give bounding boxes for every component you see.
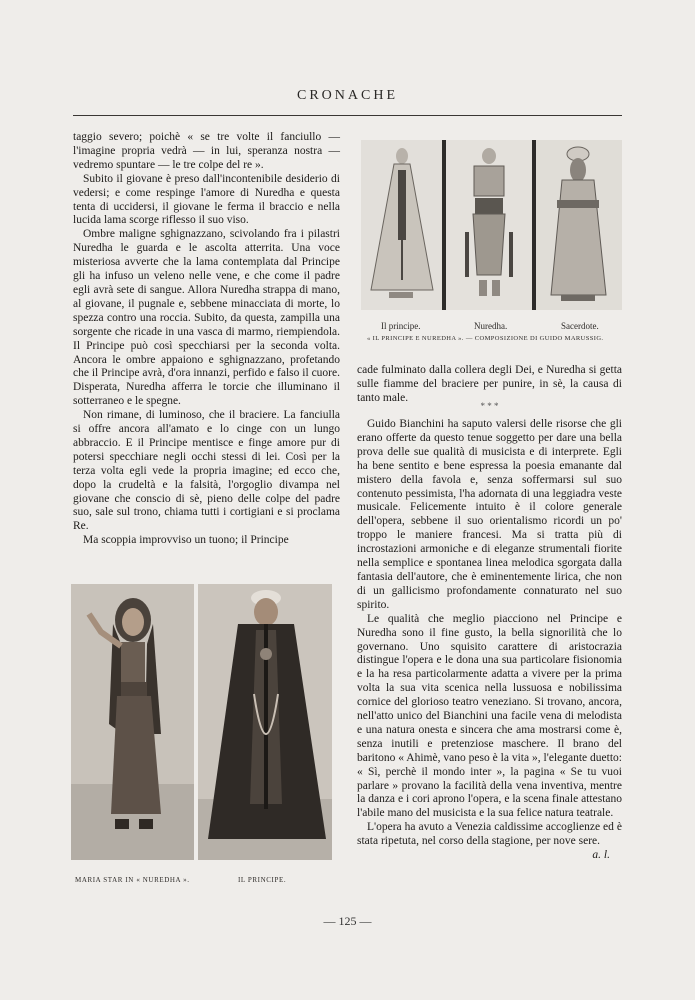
figure-label-sacerdote: Sacerdote.: [561, 321, 599, 331]
photo-caption-maria-star: MARIA STAR IN « NUREDHA ».: [75, 876, 190, 884]
costume-figure: [361, 140, 622, 310]
left-column: [73, 131, 340, 548]
header-rule: [73, 115, 622, 116]
paragraph: Ma scoppia improvviso un tuono; il Principe: [83, 534, 289, 547]
right-column-continuation: cade fulminato dalla collera degli Dei, e Nuredha si getta sulle fiamme del braciere per punire, in sè, la causa di tanto male.: [357, 364, 622, 404]
paragraph: Subito il giovane è preso dall'incontenibile desiderio di vedersi; e come respinge l'amore di Nuredha e questa tenta di uccidersi, il giovane le ferma il braccio e nella lucida lama scorge riflesso il suo viso.: [73, 172, 340, 227]
photo-maria-star: [71, 584, 194, 860]
il-principe-photo-image: [198, 584, 332, 860]
right-column: [357, 418, 622, 863]
figure-label-principe: Il principe.: [381, 321, 421, 331]
paragraph: Ombre maligne sghignazzano, scivolando fra i pilastri Nuredha le guarda e le ascolta atterrita. Una voce misteriosa avverte che la lama contemplata dal Principe gli ha infuso un veleno nelle vene, e che come il padre egli avrà sete di sangue. Allora Nuredha strappa di mano, al giovane, il pugnale e, sebbene minacciata di morte, lo spezza contro una roccia. Subito, da questa, zampilla una sorgente che ricade in una vasca di marmo, riempiendola. Il Principe può così specchiarsi per la seconda volta. Ancora le ombre appaiono e sghignazzano, profetando che il Principe avrà, d'ora innanzi, perfido e falso il cuore. Disperata, Nuredha afferra le torcie che illuminano il sotterraneo e le spegne.: [73, 228, 340, 408]
paragraph: taggio severo; poichè « se tre volte il fanciullo — l'imagine propria vedrà — in lui, speranza nostra — vedremo spuntare — le tre colpe del re ».: [73, 131, 340, 171]
maria-star-photo-image: [71, 584, 194, 860]
paragraph: [357, 821, 622, 862]
page-number: — 125 —: [323, 914, 372, 928]
paragraph: Guido Bianchini ha saputo valersi delle risorse che gli erano offerte da questo tenue soggetto per dare una bella prova delle sue qualità di musicista e di interprete. Egli ha bene sentito e bene espressa la poesia emanante dal mistero della favola e, senza soffermarsi sul suo contenuto pessimista, l'ha adornata di una leggiadra veste musicale. Felicemente intuito è il colore generale dell'opera, sebbene il suo orientalismo ricordi un po' troppo le maniere francesi. Ma si tratta più di incrostazioni armoniche e di eleganze strumentali fiorite nella semplice e spontanea linea melodica sgorgata dalla fantasia dell'autore, che è eminentemente lirica, che non di un gallicismo profondamente connaturato nel suo spirito.: [357, 418, 622, 611]
figure-caption: « IL PRINCIPE E NUREDHA ». — COMPOSIZIONE DI GUIDO MARUSSIG.: [367, 335, 604, 342]
author-signature: a. l.: [592, 849, 610, 862]
figure-label-nuredha: Nuredha.: [474, 321, 508, 331]
section-separator: * * *: [480, 401, 499, 411]
photo-caption-il-principe: IL PRINCIPE.: [238, 876, 287, 884]
running-header: CRONACHE: [296, 88, 398, 103]
paragraph: Non rimane, di luminoso, che il braciere. La fanciulla si offre ancora all'amato e lo cinge con un lungo abbraccio. E il Principe mentisce e finge amore pur di potersi specchiare negli occhi stessi di lei. Così per la terza volta egli vede la propria imagine; ed ecco che, dopo la crudeltà e la falsità, l'orgoglio divampa nel giovane che conscio di sè, pieno delle colpe del padre suo, sale sul trono, chiama tutti i cortigiani e si proclama Re.: [73, 409, 340, 533]
photo-il-principe: [198, 584, 332, 860]
costume-sketches-image: [361, 140, 622, 310]
paragraph: Le qualità che meglio piacciono nel Principe e Nuredha sono il fine gusto, la bella signorilità che lo governano. Uno squisito carattere di aristocrazia distingue l'opera e le dona una sua particolare fisionomia e la ha resa particolarmente adatta a vivere per la prima volta la sua vita scenica nella lussuosa e nobilissima cornice del glorioso teatro veneziano. Si trovano, ancora, nell'atto unico del Bianchini una facile vena di melodista e una natura onesta e sincera che ama mostrarsi come è, senza inutili e pretenziose maschere. Il brano del baritono « Ahimè, vano peso è la vita », l'elegante duetto: « Sì, perchè il mondo inter », la pagina « Se tu vuoi parlare » provano la facilità della vena inventiva, mentre la danza e i cori aprono l'opera, e la scena finale attestano l'abile mano del musicista e la sua felice natura teatrale.: [357, 612, 622, 820]
paragraph-text: L'opera ha avuto a Venezia caldissime accoglienze ed è stata ripetuta, nel corso della stagione, per nove sere.: [357, 821, 622, 848]
